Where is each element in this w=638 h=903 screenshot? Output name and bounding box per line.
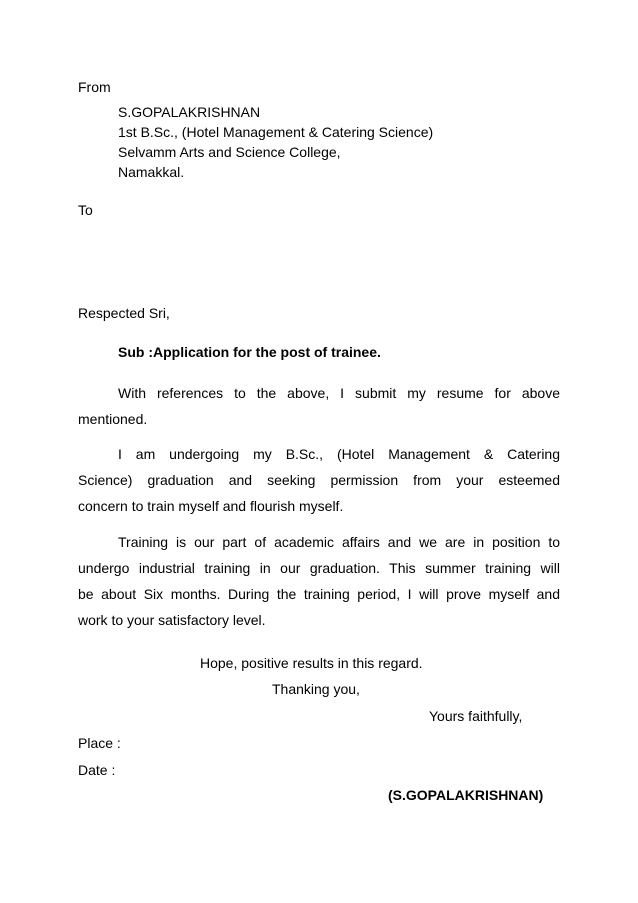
paragraph-2-line-2: Science) graduation and seeking permission from your esteemed bbox=[78, 472, 560, 488]
paragraph-2-line-3: concern to train myself and flourish myself. bbox=[78, 498, 344, 514]
sender-city: Namakkal. bbox=[118, 164, 185, 180]
subject-text: Application for the post of trainee. bbox=[153, 344, 381, 360]
sender-college: Selvamm Arts and Science College, bbox=[118, 144, 341, 160]
date-label: Date : bbox=[78, 762, 116, 778]
closing-thanks: Thanking you, bbox=[272, 681, 360, 697]
subject-label: Sub : bbox=[118, 344, 153, 360]
paragraph-1-line-2: mentioned. bbox=[78, 411, 148, 427]
sender-name: S.GOPALAKRISHNAN bbox=[118, 104, 261, 120]
from-heading: From bbox=[78, 79, 111, 95]
closing-yours-faithfully: Yours faithfully, bbox=[429, 708, 523, 724]
paragraph-1-line-1: With references to the above, I submit my resume for above bbox=[118, 385, 560, 401]
subject-line bbox=[118, 343, 381, 361]
signature-name: (S.GOPALAKRISHNAN) bbox=[388, 787, 544, 803]
place-label: Place : bbox=[78, 735, 121, 751]
closing-hope: Hope, positive results in this regard. bbox=[200, 655, 423, 671]
paragraph-3-line-4: work to your satisfactory level. bbox=[78, 612, 266, 628]
paragraph-3-line-1: Training is our part of academic affairs and we are in position to bbox=[118, 534, 560, 550]
paragraph-3-line-3: be about Six months. During the training period, I will prove myself and bbox=[78, 586, 560, 602]
paragraph-3-line-2: undergo industrial training in our graduation. This summer training will bbox=[78, 560, 560, 576]
to-heading: To bbox=[78, 202, 93, 218]
paragraph-2-line-1: I am undergoing my B.Sc., (Hotel Management & Catering bbox=[118, 446, 560, 462]
sender-course: 1st B.Sc., (Hotel Management & Catering Science) bbox=[118, 124, 434, 140]
salutation: Respected Sri, bbox=[78, 305, 170, 321]
